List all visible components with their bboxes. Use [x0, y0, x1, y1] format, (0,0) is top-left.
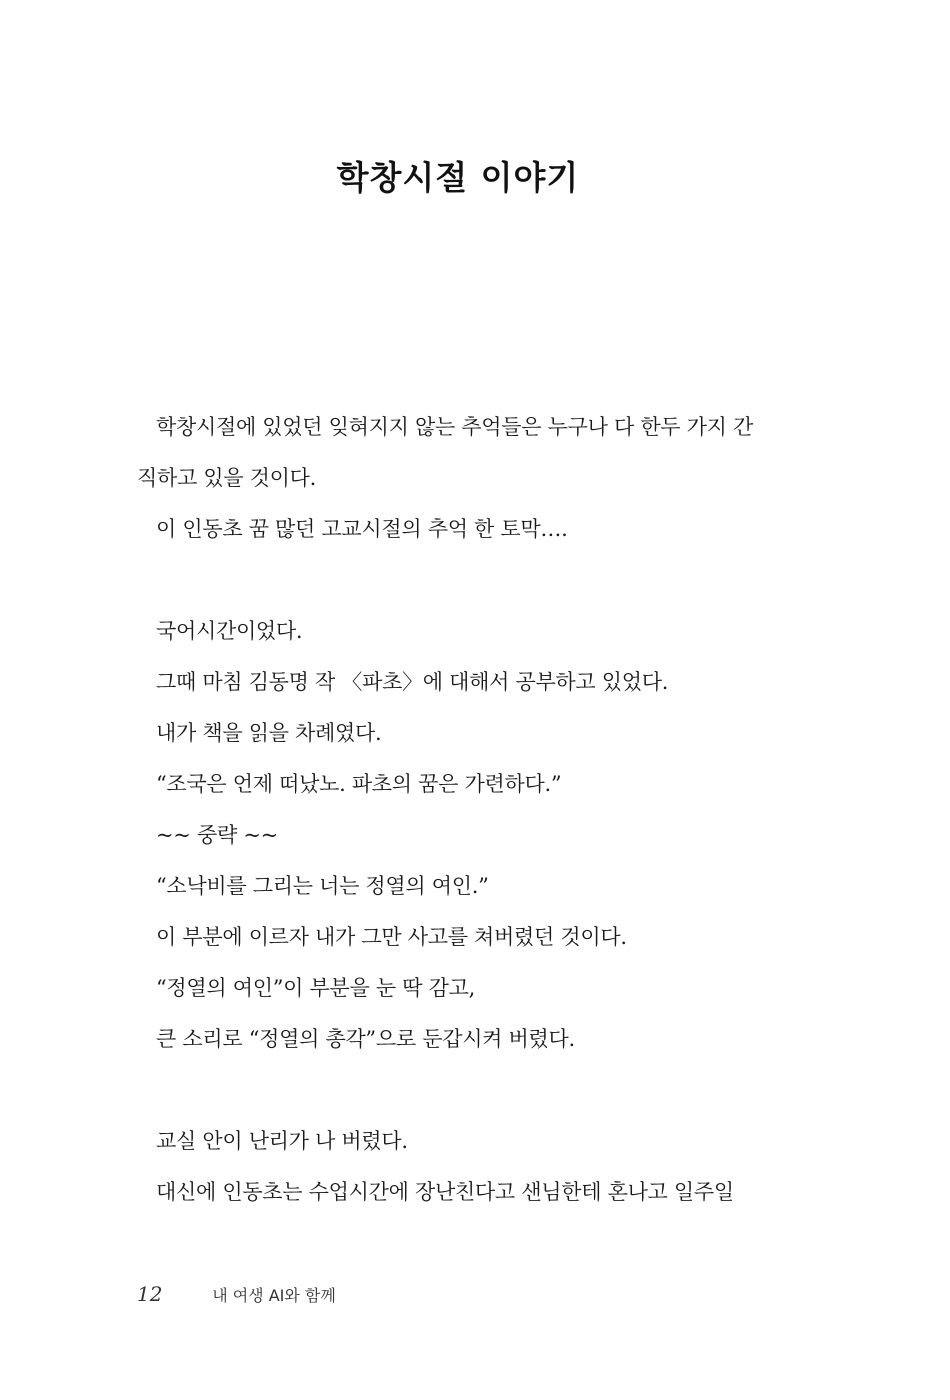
paragraph: 교실 안이 난리가 나 버렸다. [156, 1129, 408, 1153]
chapter-title: 학창시절 이야기 [336, 158, 580, 197]
paragraph: 대신에 인동초는 수업시간에 장난친다고 샌님한테 혼나고 일주일 [156, 1180, 734, 1204]
paragraph: 그때 마침 김동명 작 〈파초〉에 대해서 공부하고 있었다. [156, 670, 669, 694]
running-book-title: 내 여생 AI와 함께 [212, 1286, 336, 1305]
paragraph: 이 부분에 이르자 내가 그만 사고를 쳐버렸던 것이다. [156, 925, 627, 949]
paragraph: 이 인동초 꿈 많던 고교시절의 추억 한 토막…. [156, 517, 568, 541]
paragraph: “정열의 여인”이 부분을 눈 딱 감고, [156, 976, 475, 1000]
paragraph-line: 직하고 있을 것이다. [137, 466, 317, 490]
chapter-body [137, 402, 797, 1218]
quote-paragraph: “조국은 언제 떠났노. 파초의 꿈은 가련하다.” [156, 772, 562, 796]
page-footer [137, 1282, 336, 1306]
paragraph-spacer [137, 1065, 797, 1116]
paragraph-line: 학창시절에 있었던 잊혀지지 않는 추억들은 누구나 다 한두 가지 간 [156, 415, 753, 439]
quote-paragraph: “소낙비를 그리는 너는 정열의 여인.” [156, 874, 489, 898]
paragraph: 큰 소리로 “정열의 총각”으로 둔갑시켜 버렸다. [156, 1027, 575, 1051]
paragraph: 내가 책을 읽을 차례였다. [156, 721, 382, 745]
paragraph-spacer [137, 555, 797, 606]
omission-marker: ~~ 중략 ~~ [156, 823, 278, 847]
page-number: 12 [137, 1282, 163, 1306]
paragraph: 국어시간이었다. [156, 619, 303, 643]
